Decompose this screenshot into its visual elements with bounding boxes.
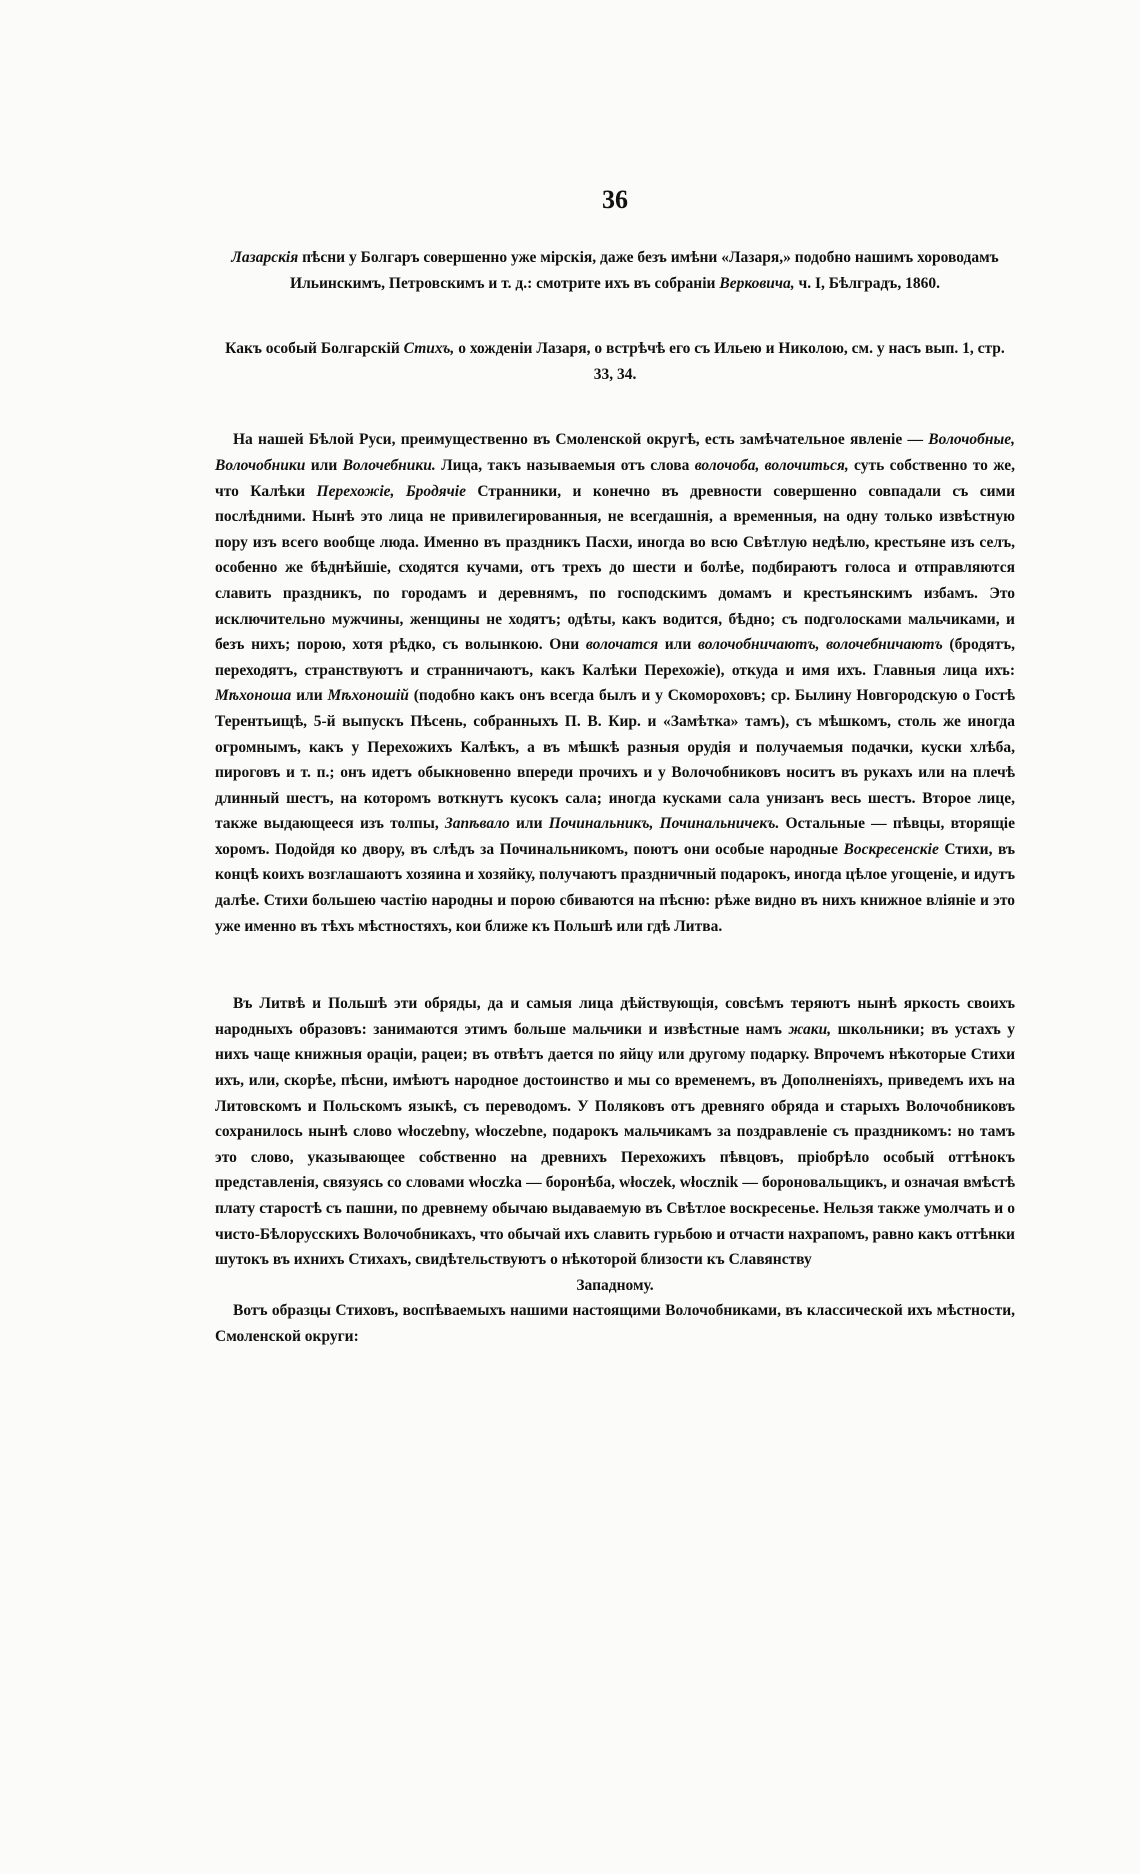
paragraph-lazarskie: Лазарскія пѣсни у Болгаръ совершенно уже мірскія, даже безъ имѣни «Лазаря,» подобно нашимъ хороводамъ Ильинскимъ, Петровскимъ и т. д.: смотрите ихъ въ собраніи Верковича, ч. I, Бѣлградъ, 1860.: [231, 249, 999, 292]
italic-term: Лазарскія: [231, 249, 299, 266]
italic-term: Воскресенскіе: [843, 840, 939, 858]
italic-term: жаки,: [788, 1020, 832, 1038]
page-content: [215, 185, 1015, 1350]
italic-term: волочатся: [585, 636, 659, 654]
paragraph-litva-polsha: Въ Литвѣ и Польшѣ эти обряды, да и самыя лица дѣйствующія, совсѣмъ теряютъ нынѣ яркость своихъ народныхъ образовъ: занимаются этимъ больше мальчики и извѣстные намъ жаки, школьники; въ устахъ у нихъ чаще книжныя ораціи, рацеи; въ отвѣтъ дается по яйцу или другому подарку. Впрочемъ нѣкоторые Стихи ихъ, или, скорѣе, пѣсни, имѣютъ народное достоинство и мы со временемъ, въ Дополненіяхъ, приведемъ ихъ на Литовскомъ и Польскомъ языкѣ, съ переводомъ. У Поляковъ отъ древняго обряда и старыхъ Волочобниковъ сохранилось нынѣ слово włoczebny, włoczebne, подарокъ мальчикамъ за поздравленіе съ праздникомъ: но тамъ это слово, указывающее собственно на древнихъ Перехожихъ пѣвцовъ, пріобрѣло особый оттѣнокъ представленія, связуясь со словами włoczka — боронѣба, włoczek, włocznik — бороновальщикъ, и означая вмѣстѣ плату старостѣ съ пашни, по древнему обычаю выдаваемую въ Свѣтлое воскресенье. Нельзя также умолчать и о чисто-Бѣлорусскихъ Волочобникахъ, что обычай ихъ славить гурьбою и отчасти нахрапомъ, равно какъ оттѣнки шутокъ въ ихнихъ Стихахъ, свидѣтельствуютъ о нѣкоторой близости къ Славянству: [215, 995, 1016, 1269]
paragraph-litva-polsha-last-line: Западному.: [576, 1276, 654, 1294]
paragraph-volochobniki: На нашей Бѣлой Руси, преимущественно въ Смоленской округѣ, есть замѣчательное явленіе — Волочобные, Волочобники или Волочебники. Лица, такъ называемыя отъ слова волочоба, волочиться, суть собственно то же, что Калѣки Перехожіе, Бродячіе Странники, и конечно въ древности совершенно совпадали съ сими послѣдними. Нынѣ это лица не привилегированныя, не всегдашнія, а временныя, на одну только извѣстную пору изъ всего вообще люда. Именно въ праздникъ Пасхи, иногда во всю Свѣтлую недѣлю, крестьяне изъ селъ, особенно же бѣднѣйшіе, сходятся кучами, отъ трехъ до шести и болѣе, подбираютъ голоса и отправляются славить праздникъ, по городамъ и деревнямъ, по господскимъ домамъ и крестьянскимъ избамъ. Это исключительно мужчины, женщины не ходятъ; одѣты, какъ водится, бѣдно; съ подголосками мальчиками, и безъ нихъ; порою, хотя рѣдко, съ волынкою. Они волочатся или волочобничаютъ, волочебничаютъ (бродятъ, переходятъ, странствуютъ и странничаютъ, какъ Калѣки Перехожіе), откуда и имя ихъ. Главныя лица ихъ: Мѣхоноша или Мѣхоношій (подобно какъ онъ всегда былъ и у Скомороховъ; ср. Былину Новгородскую о Гостѣ Терентьищѣ, 5-й выпускъ Пѣсень, собранныхъ П. В. Кир. и «Замѣтка» тамъ), съ мѣшкомъ, столь же иногда огромнымъ, какъ у Перехожихъ Калѣкъ, а въ мѣшкѣ разныя орудія и получаемыя подачки, куски хлѣба, пироговъ и т. п.; онъ идетъ обыкновенно впереди прочихъ и у Волочобниковъ носитъ въ рукахъ или на плечѣ длинный шестъ, на которомъ воткнутъ кусокъ сала; иногда кусками сала унизанъ весь шестъ. Второе лице, также выдающееся изъ толпы, Запѣвало или Починальникъ, Починальничекъ. Остальные — пѣвцы, вторящіе хоромъ. Подойдя ко двору, въ слѣдъ за Починальникомъ, поютъ они особые народные Воскресенскіе Стихи, въ концѣ коихъ возглашаютъ хозяина и хозяйку, получаютъ праздничный подарокъ, иногда цѣлое угощеніе, и идутъ далѣе. Стихи большею частію народны и порою сбиваются на пѣсню: рѣже видно въ нихъ книжное вліяніе и это уже именно въ тѣхъ мѣстностяхъ, кои ближе къ Польшѣ или гдѣ Литва.: [215, 431, 1016, 935]
page-number: 36: [602, 185, 628, 214]
paragraph-bulgarian-stikh: Какъ особый Болгарскій Стихъ, о хожденіи Лазаря, о встрѣчѣ его съ Ильею и Николою, см. у насъ вып. 1, стр. 33, 34.: [225, 340, 1005, 383]
italic-term: волочоба, волочиться,: [694, 456, 849, 474]
italic-term: Мѣхоноша: [215, 687, 292, 705]
italic-term: волочобничаютъ, волочебничаютъ: [697, 636, 943, 654]
italic-term: Верковича,: [719, 274, 795, 292]
italic-term: Перехожіе, Бродячіе: [316, 482, 466, 500]
italic-term: Стихъ,: [403, 340, 455, 358]
italic-term: Починальникъ, Починальничекъ.: [548, 815, 780, 833]
italic-term: Запѣвало: [444, 815, 510, 833]
italic-term: Волочобные, Волочобники: [215, 431, 1015, 474]
italic-term: Волочебники.: [342, 456, 436, 474]
paragraph-obraztsy: Вотъ образцы Стиховъ, воспѣваемыхъ нашими настоящими Волочобниками, въ классической ихъ мѣстности, Смоленской округи:: [215, 1302, 1015, 1345]
italic-term: Мѣхоношій: [327, 687, 409, 705]
